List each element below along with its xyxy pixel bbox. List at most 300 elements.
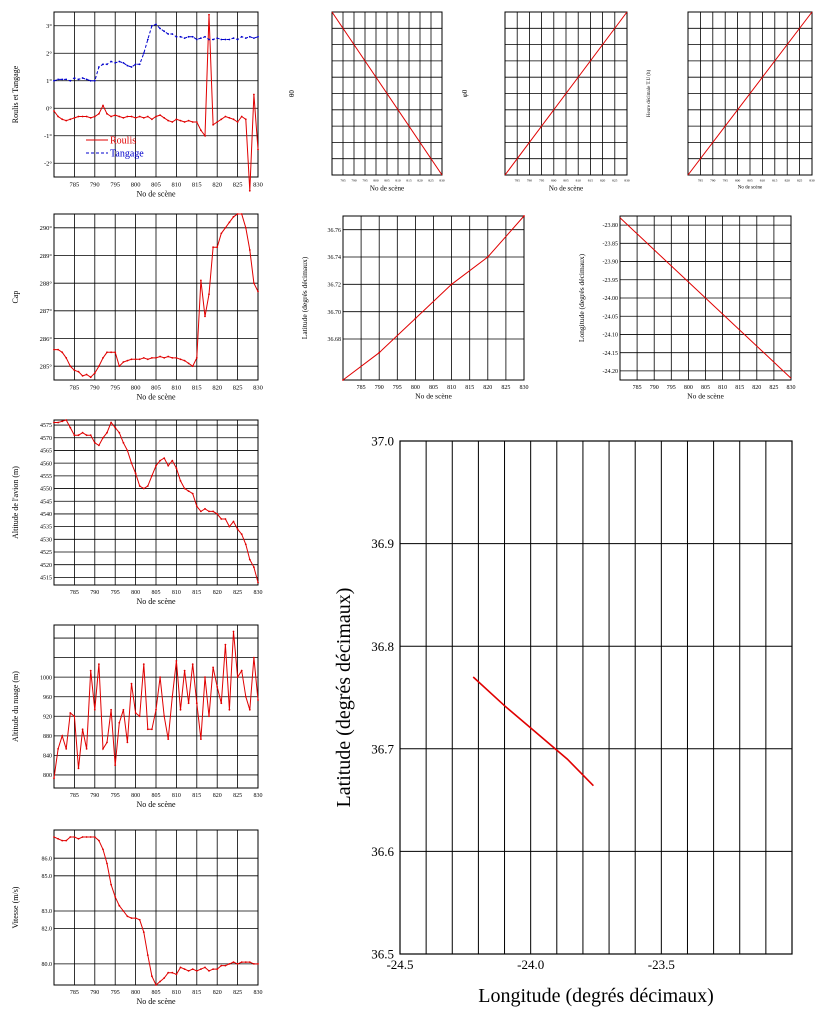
vitesse-y-tick-label: 83.0 [41,909,52,916]
roulis-data-point [78,116,80,118]
trajectoire-x-axis-label: Longitude (degrés décimaux) [478,985,714,1007]
vitesse-data-point [155,984,157,986]
roulis-data-point [253,37,255,39]
vitesse-data-point [61,840,63,842]
longitude-y-tick-label: -24.10 [602,332,618,339]
altitude-nuage-data-point [188,702,190,704]
altitude-nuage-data-point [196,702,198,704]
latitude-x-axis-label: No de scène [415,391,452,401]
roulis-data-point [237,39,239,41]
roulis-data-point [127,65,129,67]
roulis-x-tick-label: 805 [151,181,161,189]
phi-y-axis-label: φ0 [461,89,469,98]
altitude-avion-data-point [123,442,125,444]
vitesse-data-point [216,968,218,970]
roulis-data-point [110,61,112,63]
roulis-data-point [143,117,145,119]
altitude-avion-data-point [78,434,80,436]
vitesse-data-point [86,836,88,838]
heure-x-tick-label: 785 [697,178,704,183]
longitude-y-tick-label: -23.90 [602,259,618,266]
roulis-data-point [86,79,88,81]
roulis-data-point [102,63,104,65]
altitude-nuage-data-point [249,709,251,711]
vitesse-data-point [257,963,259,965]
altitude-avion-data-point [196,505,198,507]
altitude-avion-x-tick-label: 790 [90,590,100,596]
latitude-x-tick-label: 785 [356,385,366,391]
phi-x-tick-label: 785 [514,178,520,183]
cap-data-point [220,233,222,235]
altitude-nuage-data-point [163,715,165,717]
vitesse-data-point [159,981,161,983]
vitesse-x-tick-label: 810 [171,990,181,996]
vitesse-data-point [123,910,125,912]
vitesse-data-point [78,838,80,840]
cap-data-point [114,351,116,353]
roulis-data-point [102,105,104,107]
altitude-avion-data-point [229,526,231,528]
altitude-avion-data-point [225,518,227,520]
trajectoire-x-tick-label: -24.5 [386,957,414,972]
roulis-data-point [229,117,231,119]
roulis-data-point [78,79,80,81]
cap-x-axis-label: No de scène [136,392,176,402]
theta-x-tick-label: 830 [439,178,445,183]
roulis-data-point [123,62,125,64]
roulis-y-tick-label: 3° [46,23,52,31]
roulis-data-point [245,37,247,39]
roulis-data-point [143,52,145,54]
altitude-nuage-y-tick-label: 920 [43,714,52,721]
roulis-data-point [253,94,255,96]
roulis-data-point [241,36,243,38]
cap-x-tick-label: 820 [212,384,223,392]
roulis-data-point [249,190,251,192]
vitesse-x-tick-label: 820 [212,990,222,996]
altitude-nuage-x-tick-label: 815 [192,793,202,799]
cap-data-point [163,357,165,359]
cap-y-tick-label: 290° [39,225,52,233]
altitude-avion-data-point [131,462,133,464]
altitude-avion-x-tick-label: 795 [110,590,120,596]
altitude-nuage-data-point [57,748,59,750]
longitude-y-tick-label: -24.05 [602,314,618,321]
latitude-data-point [451,283,453,285]
latitude-y-tick-label: 36.72 [327,282,341,289]
altitude-nuage-data-point [65,748,67,750]
roulis-x-tick-label: 790 [89,181,100,189]
trajectoire-y-tick-label: 36.5 [371,946,394,962]
cap-y-tick-label: 285° [39,363,52,371]
cap-y-tick-label: 287° [39,308,52,316]
altitude-avion-data-point [163,457,165,459]
vitesse-data-point [127,915,129,917]
roulis-x-tick-label: 815 [191,181,202,189]
vitesse-data-point [237,963,239,965]
longitude-y-tick-label: -24.00 [602,296,618,303]
latitude-x-tick-label: 790 [374,385,384,391]
latitude-data-point [342,379,344,381]
altitude-avion-data-point [57,422,59,424]
heure-x-tick-label: 790 [710,178,716,183]
altitude-avion-y-tick-label: 4530 [40,537,52,544]
roulis-y-tick-label: 2° [46,50,52,58]
cap-x-tick-label: 825 [232,384,243,392]
cap-data-point [69,365,71,367]
altitude-nuage-data-point [184,670,186,672]
altitude-avion-y-tick-label: 4565 [40,448,52,455]
cap-y-axis-label: Cap [11,290,20,304]
roulis-data-point [127,116,129,118]
roulis-data-point [176,36,178,38]
trajectoire-y-tick-label: 36.7 [371,741,394,757]
phi-x-tick-label: 830 [624,178,630,183]
cap-data-point [151,357,153,359]
altitude-nuage-data-point [69,712,71,714]
theta-x-tick-label: 820 [417,178,423,183]
cap-data-point [78,371,80,373]
vitesse-x-axis-label: No de scène [136,997,176,1006]
cap-data-point [110,351,112,353]
roulis-x-tick-label: 800 [130,181,141,189]
altitude-avion-y-tick-label: 4520 [40,562,52,569]
altitude-avion-data-point [90,434,92,436]
vitesse-data-point [110,884,112,886]
altitude-nuage-x-axis-label: No de scène [136,800,176,809]
roulis-data-point [180,36,182,38]
roulis-data-point [212,39,214,41]
altitude-avion-data-point [94,442,96,444]
longitude-x-tick-label: 810 [718,385,728,391]
roulis-data-point [139,116,141,118]
altitude-nuage-x-tick-label: 805 [151,793,161,799]
altitude-avion-y-tick-label: 4555 [40,473,52,480]
trajectoire-x-tick-label: -24.0 [517,957,545,972]
cap-data-point [167,356,169,358]
roulis-data-point [147,116,149,118]
roulis-data-point [147,39,149,41]
roulis-data-point [94,116,96,118]
vitesse-x-tick-label: 785 [69,990,79,996]
phi-x-tick-label: 820 [599,178,606,183]
vitesse-data-point [208,970,210,972]
roulis-data-point [65,79,67,81]
heure-x-tick-label: 830 [809,178,815,183]
altitude-nuage-data-point [114,764,116,766]
altitude-nuage-data-point [131,683,133,685]
roulis-data-point [233,118,235,120]
roulis-data-point [139,63,141,65]
roulis-y-axis-label: Roulis et Tangage [11,65,20,124]
altitude-avion-x-tick-label: 815 [192,590,202,596]
phi-x-tick-label: 810 [575,178,581,183]
cap-data-point [212,246,214,248]
roulis-data-point [53,110,55,112]
roulis-data-point [176,118,178,120]
trajectoire-y-tick-label: 36.6 [371,843,394,859]
longitude-y-tick-label: -23.85 [602,241,618,248]
altitude-nuage-data-point [155,709,157,711]
cap-data-point [229,221,231,223]
latitude-y-tick-label: 36.74 [327,255,341,262]
cap-data-point [155,357,157,359]
vitesse-x-tick-label: 825 [233,990,243,996]
altitude-avion-data-point [65,419,67,421]
latitude-y-tick-label: 36.70 [327,309,341,316]
altitude-avion-data-point [155,465,157,467]
altitude-avion-x-tick-label: 785 [69,590,79,596]
cap-data-point [225,227,227,229]
cap-data-point [257,291,259,293]
altitude-avion-data-point [188,490,190,492]
altitude-nuage-data-point [135,712,137,714]
vitesse-x-tick-label: 795 [110,990,120,996]
phi-x-axis-label: No de scène [548,184,584,193]
altitude-avion-data-point [184,488,186,490]
cap-data-point [53,349,55,351]
altitude-avion-data-point [147,485,149,487]
altitude-avion-y-tick-label: 4525 [40,550,52,557]
vitesse-data-point [143,931,145,933]
roulis-data-point [57,79,59,81]
vitesse-data-point [118,905,120,907]
roulis-data-point [98,66,100,68]
vitesse-x-tick-label: 805 [151,990,161,996]
theta-x-tick-label: 815 [406,178,412,183]
latitude-x-tick-label: 805 [429,385,438,391]
altitude-nuage-data-point [53,777,55,779]
altitude-nuage-data-point [78,768,80,770]
longitude-y-axis-label: Longitude (degrés décimaux) [577,253,586,343]
altitude-avion-data-point [135,472,137,474]
cap-data-point [237,213,239,215]
altitude-avion-data-point [127,450,129,452]
roulis-data-point [196,121,198,123]
roulis-data-point [82,116,84,118]
cap-data-point [90,376,92,378]
altitude-avion-x-axis-label: No de scène [136,597,176,606]
altitude-nuage-data-point [241,670,243,672]
altitude-nuage-data-point [180,709,182,711]
altitude-avion-data-point [171,460,173,462]
roulis-data-point [204,36,206,38]
latitude-x-tick-label: 815 [465,385,475,391]
roulis-data-point [94,80,96,82]
theta-x-tick-label: 825 [428,178,434,183]
latitude-data-point [378,352,380,354]
altitude-nuage-data-point [118,722,120,724]
roulis-data-point [61,118,63,120]
altitude-avion-data-point [208,511,210,513]
roulis-data-point [220,118,222,120]
altitude-avion-data-point [98,445,100,447]
altitude-nuage-x-tick-label: 830 [253,793,263,799]
latitude-x-tick-label: 825 [501,385,511,391]
longitude-x-tick-label: 830 [786,385,796,391]
cap-data-point [249,249,251,251]
roulis-data-point [151,118,153,120]
cap-data-point [127,360,129,362]
altitude-nuage-data-point [229,709,231,711]
vitesse-data-point [90,836,92,838]
roulis-data-point [257,149,259,151]
cap-data-point [171,357,173,359]
vitesse-data-point [241,961,243,963]
roulis-data-point [208,14,210,16]
altitude-nuage-data-point [106,742,108,744]
theta-x-tick-label: 800 [373,178,379,183]
altitude-nuage-x-tick-label: 820 [212,793,222,799]
cap-data-point [61,351,63,353]
vitesse-data-point [200,968,202,970]
altitude-avion-y-tick-label: 4540 [40,512,52,519]
altitude-avion-data-point [212,511,214,513]
vitesse-data-point [196,970,198,972]
roulis-x-axis-label: No de scène [136,189,176,199]
roulis-data-point [167,120,169,122]
altitude-nuage-data-point [61,735,63,737]
altitude-avion-data-point [216,513,218,515]
altitude-avion-data-point [220,518,222,520]
vitesse-data-point [135,917,137,919]
longitude-y-tick-label: -23.80 [602,223,618,230]
vitesse-data-point [151,975,153,977]
roulis-data-point [118,116,120,118]
altitude-avion-data-point [257,582,259,584]
cap-x-tick-label: 785 [69,384,80,392]
cap-data-point [139,358,141,360]
theta-x-tick-label: 810 [395,178,401,183]
roulis-data-point [114,114,116,116]
phi-x-tick-label: 790 [526,178,533,183]
cap-x-tick-label: 790 [89,384,100,392]
trajectoire-y-tick-label: 37.0 [371,433,394,449]
roulis-data-point [135,63,137,65]
longitude-x-tick-label: 825 [769,385,779,391]
vitesse-data-point [74,836,76,838]
cap-data-point [180,358,182,360]
latitude-y-tick-label: 36.76 [327,227,341,234]
longitude-y-tick-label: -23.95 [602,277,618,284]
vitesse-data-point [139,919,141,921]
roulis-data-point [131,66,133,68]
vitesse-data-point [220,965,222,967]
theta-x-tick-label: 785 [340,178,346,183]
cap-x-tick-label: 815 [191,384,202,392]
roulis-data-point [229,39,231,41]
longitude-x-tick-label: 820 [752,385,762,391]
cap-data-point [184,360,186,362]
trajectoire-y-tick-label: 36.9 [371,536,394,552]
roulis-data-point [123,117,125,119]
latitude-data-point [487,256,489,258]
roulis-data-point [212,124,214,126]
cap-data-point [57,349,59,351]
altitude-nuage-data-point [245,696,247,698]
latitude-data-point [415,318,417,320]
roulis-data-point [155,24,157,26]
altitude-nuage-data-point [98,663,100,665]
roulis-legend-label: Roulis [110,135,137,147]
vitesse-data-point [147,954,149,956]
altitude-nuage-data-point [123,709,125,711]
cap-y-tick-label: 286° [39,335,52,343]
roulis-x-tick-label: 810 [171,181,182,189]
trajectoire-x-tick-label: -23.5 [647,957,675,972]
roulis-data-point [184,37,186,39]
trajectoire-y-axis-label: Latitude (degrés décimaux) [333,587,355,808]
roulis-data-point [53,80,55,82]
altitude-avion-y-tick-label: 4560 [40,461,52,468]
longitude-x-tick-label: 815 [735,385,745,391]
altitude-avion-y-tick-label: 4515 [40,575,52,582]
roulis-y-tick-label: 1° [46,78,52,86]
cap-data-point [192,365,194,367]
roulis-data-point [110,116,112,118]
roulis-data-point [131,116,133,118]
longitude-y-tick-label: -24.20 [602,368,618,375]
roulis-data-point [151,25,153,27]
latitude-x-tick-label: 820 [483,385,493,391]
altitude-nuage-data-point [225,644,227,646]
altitude-avion-y-tick-label: 4535 [40,524,52,531]
roulis-y-tick-label: 0° [46,105,52,113]
altitude-avion-x-tick-label: 800 [131,590,141,596]
roulis-data-point [135,117,137,119]
heure-x-tick-label: 820 [784,178,790,183]
roulis-data-point [171,33,173,35]
altitude-avion-data-point [180,480,182,482]
theta-y-axis-label: θ0 [288,90,296,97]
altitude-nuage-x-tick-label: 795 [110,793,120,799]
vitesse-data-point [163,977,165,979]
cap-data-point [216,246,218,248]
altitude-nuage-data-point [127,742,129,744]
altitude-avion-data-point [143,488,145,490]
altitude-nuage-x-tick-label: 785 [69,793,79,799]
longitude-x-tick-label: 805 [701,385,710,391]
altitude-avion-data-point [106,432,108,434]
vitesse-data-point [171,972,173,974]
altitude-avion-x-tick-label: 825 [233,590,243,596]
phi-x-tick-label: 805 [563,178,569,183]
altitude-avion-data-point [167,465,169,467]
cap-data-point [159,356,161,358]
altitude-avion-data-point [86,434,88,436]
roulis-data-point [163,117,165,119]
phi-x-tick-label: 800 [551,178,557,183]
altitude-nuage-data-point [90,670,92,672]
heure-x-tick-label: 800 [734,178,741,183]
roulis-data-point [114,62,116,64]
longitude-x-axis-label: No de scène [687,391,724,401]
altitude-nuage-data-point [159,676,161,678]
cap-data-point [74,369,76,371]
cap-x-tick-label: 810 [171,384,182,392]
cap-x-tick-label: 830 [253,384,263,392]
heure-x-tick-label: 810 [759,178,766,183]
altitude-nuage-data-point [151,728,153,730]
altitude-nuage-data-point [176,660,178,662]
cap-data-point [65,357,67,359]
vitesse-data-point [57,838,59,840]
latitude-y-axis-label: Latitude (degrés décimaux) [300,256,309,340]
latitude-x-tick-label: 810 [447,385,457,391]
cap-y-tick-label: 288° [39,280,52,288]
roulis-data-point [90,117,92,119]
roulis-data-point [74,77,76,79]
